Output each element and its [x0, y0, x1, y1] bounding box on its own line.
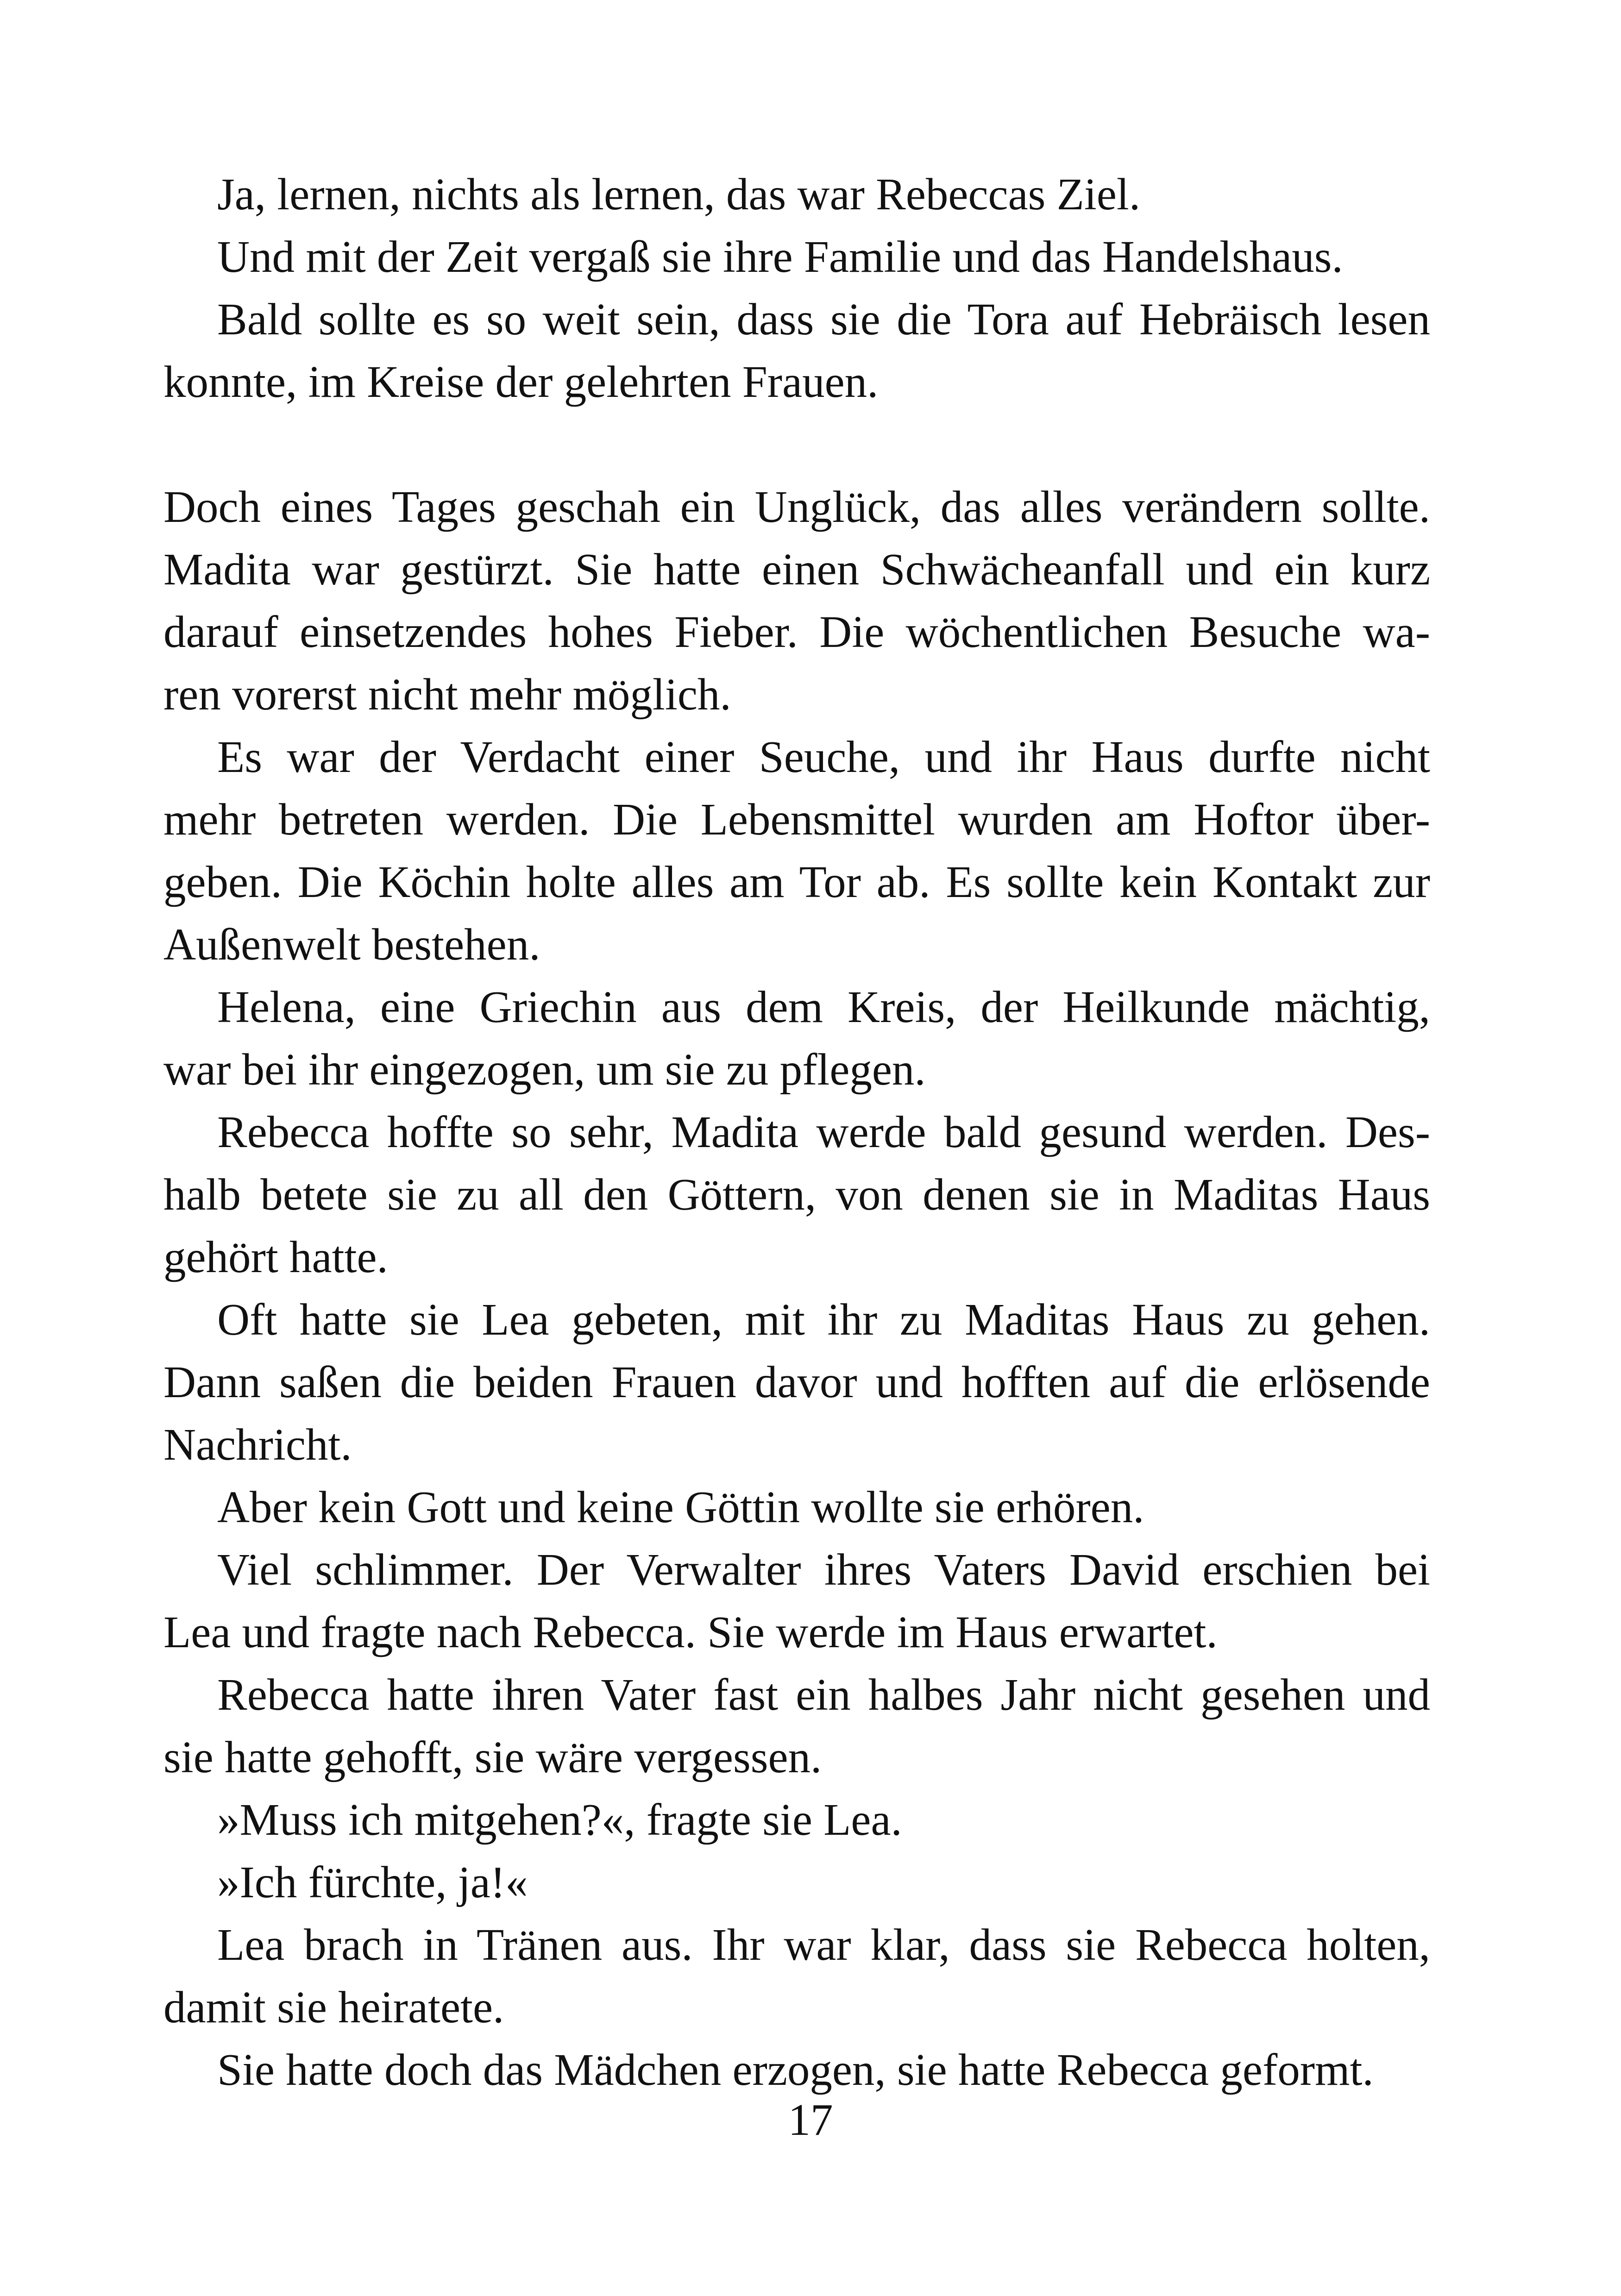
text-line: »Ich fürchte, ja!«: [217, 1857, 528, 1907]
text-line: sie hatte gehofft, sie wäre vergessen.: [163, 1732, 822, 1782]
text-line: Oft hatte sie Lea gebeten, mit ihr zu Maditas Haus zu gehen.: [217, 1295, 1430, 1344]
section-break: [163, 413, 1430, 476]
page-number: 17: [788, 2095, 833, 2145]
text-line: Viel schlimmer. Der Verwalter ihres Vaters David erschien bei: [217, 1545, 1430, 1594]
text-line: Bald sollte es so weit sein, dass sie die Tora auf Hebräisch lesen: [217, 295, 1430, 344]
text-line: Sie hatte doch das Mädchen erzogen, sie hatte Rebecca geformt.: [217, 2045, 1374, 2095]
text-line: gehört hatte.: [163, 1232, 388, 1282]
text-line: Rebecca hatte ihren Vater fast ein halbes Jahr nicht gesehen und: [217, 1670, 1430, 1719]
text-line: ren vorerst nicht mehr möglich.: [163, 670, 731, 719]
text-line: Lea und fragte nach Rebecca. Sie werde im Haus erwartet.: [163, 1607, 1218, 1657]
text-line: Dann saßen die beiden Frauen davor und hofften auf die erlösende: [163, 1357, 1430, 1407]
text-line: Rebecca hoffte so sehr, Madita werde bald gesund werden. Des-: [217, 1107, 1430, 1157]
text-line: halb betete sie zu all den Göttern, von denen sie in Maditas Haus: [163, 1170, 1430, 1219]
text-line: Ja, lernen, nichts als lernen, das war Rebeccas Ziel.: [217, 169, 1141, 219]
text-line: Aber kein Gott und keine Göttin wollte sie erhören.: [217, 1482, 1144, 1532]
text-line: konnte, im Kreise der gelehrten Frauen.: [163, 357, 879, 407]
text-line: Es war der Verdacht einer Seuche, und ihr Haus durfte nicht: [217, 732, 1430, 782]
text-line: »Muss ich mitgehen?«, fragte sie Lea.: [217, 1795, 902, 1844]
text-line: Madita war gestürzt. Sie hatte einen Schwächeanfall und ein kurz: [163, 545, 1430, 594]
text-line: Und mit der Zeit vergaß sie ihre Familie und das Handelshaus.: [217, 232, 1343, 282]
text-line: Doch eines Tages geschah ein Unglück, das alles verändern sollte.: [163, 482, 1430, 532]
text-line: geben. Die Köchin holte alles am Tor ab. Es sollte kein Kontakt zur: [163, 857, 1430, 907]
text-line: darauf einsetzendes hohes Fieber. Die wöchentlichen Besuche wa-: [163, 607, 1430, 657]
text-line: Helena, eine Griechin aus dem Kreis, der Heilkunde mächtig,: [217, 982, 1430, 1032]
body-text: [163, 163, 1430, 2101]
text-line: Lea brach in Tränen aus. Ihr war klar, dass sie Rebecca holten,: [217, 1920, 1430, 1970]
text-line: war bei ihr eingezogen, um sie zu pflegen.: [163, 1045, 926, 1094]
text-line: damit sie heiratete.: [163, 1982, 504, 2032]
text-line: Außenwelt bestehen.: [163, 920, 540, 969]
text-line: Nachricht.: [163, 1420, 352, 1469]
text-line: mehr betreten werden. Die Lebensmittel wurden am Hoftor über-: [163, 795, 1430, 844]
